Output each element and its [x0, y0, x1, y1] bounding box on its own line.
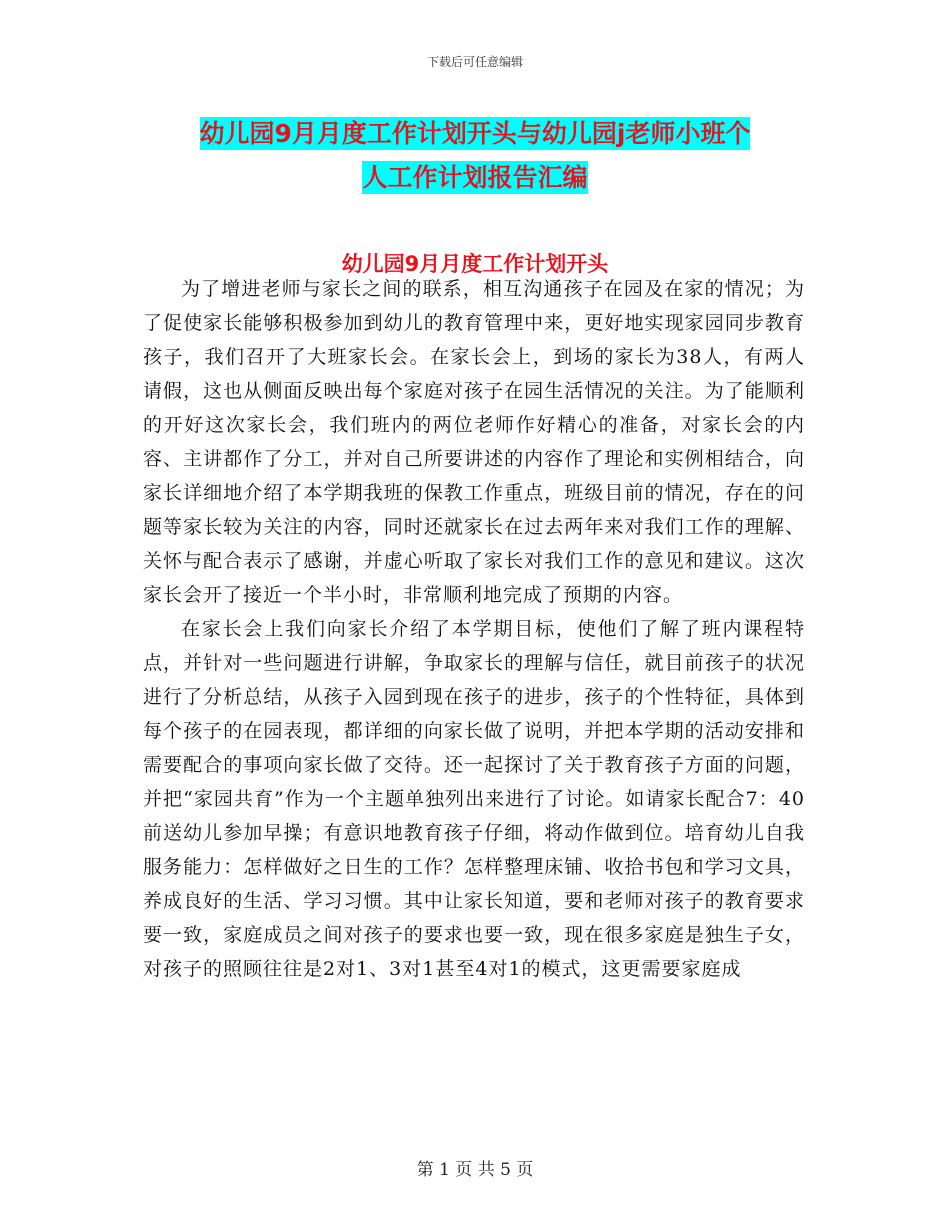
document-title: [0, 112, 950, 200]
body-paragraph-1: 为了增进老师与家长之间的联系，相互沟通孩子在园及在家的情况；为了促使家长能够积极参加到幼儿的教育管理中来，更好地实现家园同步教育孩子，我们召开了大班家长会。在家长会上，到场的家长为38人，有两人请假，这也从侧面反映出每个家庭对孩子在园生活情况的关注。为了能顺利的开好这次家长会，我们班内的两位老师作好精心的准备，对家长会的内容、主讲都作了分工，并对自己所要讲述的内容作了理论和实例相结合，向家长详细地介绍了本学期我班的保教工作重点，班级目前的情况，存在的问题等家长较为关注的内容，同时还就家长在过去两年来对我们工作的理解、关怀与配合表示了感谢，并虚心听取了家长对我们工作的意见和建议。这次家长会开了接近一个半小时，非常顺利地完成了预期的内容。: [143, 278, 805, 606]
body-paragraph-2: 在家长会上我们向家长介绍了本学期目标，使他们了解了班内课程特点，并针对一些问题进行讲解，争取家长的理解与信任，就目前孩子的状况进行了分析总结，从孩子入园到现在孩子的进步，孩子的个性特征，具体到每个孩子的在园表现，都详细的向家长做了说明，并把本学期的活动安排和需要配合的事项向家长做了交待。还一起探讨了关于教育孩子方面的问题，并把“家园共育”作为一个主题单独列出来进行了讨论。如请家长配合7：40前送幼儿参加早操；有意识地教育孩子仔细，将动作做到位。培育幼儿自我服务能力：怎样做好之日生的工作？怎样整理床铺、收拾书包和学习文具，养成良好的生活、学习习惯。其中让家长知道，要和老师对孩子的教育要求要一致，家庭成员之间对孩子的要求也要一致，现在很多家庭是独生子女，对孩子的照顾往往是2对1、3对1甚至4对1的模式，这更需要家庭成: [143, 618, 805, 980]
document-title-line-1: 幼儿园9月月度工作计划开头与幼儿园j老师小班个: [199, 119, 751, 148]
page-number-footer: 第 1 页 共 5 页: [416, 1160, 534, 1180]
document-body: [143, 272, 805, 986]
header-note: 下载后可任意编辑: [426, 55, 523, 69]
document-title-line-2: 人工作计划报告汇编: [362, 163, 588, 192]
section-heading: 幼儿园9月月度工作计划开头: [341, 252, 609, 276]
